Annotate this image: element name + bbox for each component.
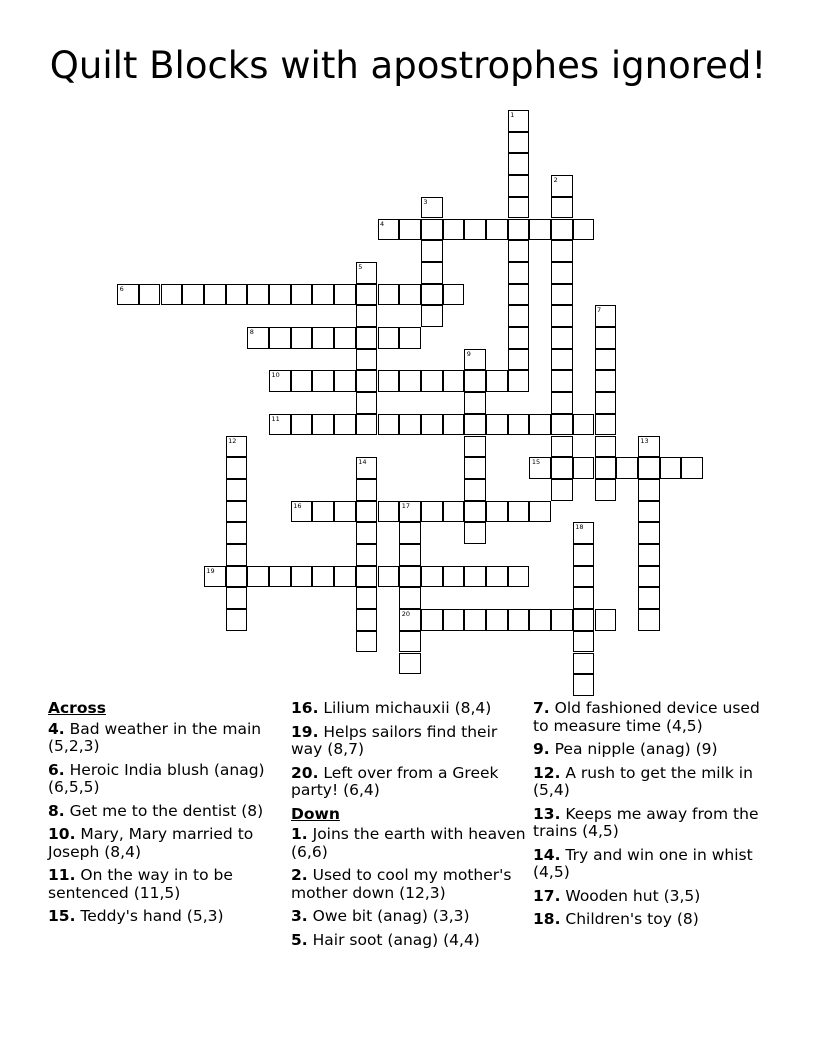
grid-cell[interactable] <box>638 609 660 631</box>
cell-number: 15 <box>531 458 541 467</box>
grid-cell[interactable] <box>551 175 573 197</box>
grid-cell[interactable] <box>291 501 313 523</box>
grid-cell[interactable] <box>421 609 443 631</box>
across-heading: Across <box>48 699 106 717</box>
grid-cell[interactable] <box>551 327 573 349</box>
grid-cell[interactable] <box>595 436 617 458</box>
grid-cell[interactable] <box>356 566 378 588</box>
grid-cell[interactable] <box>421 370 443 392</box>
grid-cell[interactable] <box>399 370 421 392</box>
clue-across-10: 10. Mary, Mary married to Joseph (8,4) <box>48 825 254 861</box>
grid-cell[interactable] <box>508 153 530 175</box>
grid-cell[interactable] <box>204 284 226 306</box>
grid-cell[interactable] <box>551 609 573 631</box>
grid-cell[interactable] <box>508 262 530 284</box>
grid-cell[interactable] <box>595 370 617 392</box>
grid-cell[interactable] <box>464 392 486 414</box>
grid-cell[interactable] <box>356 414 378 436</box>
grid-cell[interactable] <box>551 479 573 501</box>
grid-cell[interactable] <box>399 327 421 349</box>
grid-cell[interactable] <box>508 197 530 219</box>
grid-cell[interactable] <box>226 566 248 588</box>
grid-cell[interactable] <box>226 609 248 631</box>
grid-cell[interactable] <box>508 327 530 349</box>
grid-cell[interactable] <box>595 479 617 501</box>
grid-cell[interactable] <box>378 501 400 523</box>
grid-cell[interactable] <box>421 240 443 262</box>
grid-cell[interactable] <box>529 219 551 241</box>
grid-cell[interactable] <box>551 370 573 392</box>
grid-cell[interactable] <box>638 457 660 479</box>
grid-cell[interactable] <box>464 370 486 392</box>
grid-cell[interactable] <box>378 566 400 588</box>
grid-cell[interactable] <box>464 609 486 631</box>
grid-cell[interactable] <box>573 522 595 544</box>
clue-across-15: 15. Teddy's hand (5,3) <box>48 907 224 925</box>
clue-across-4: 4. Bad weather in the main (5,2,3) <box>48 719 262 755</box>
grid-cell[interactable] <box>573 544 595 566</box>
clue-across-19: 19. Helps sailors find their way (8,7) <box>291 722 498 758</box>
grid-cell[interactable] <box>508 370 530 392</box>
grid-cell[interactable] <box>551 392 573 414</box>
clue-across-8: 8. Get me to the dentist (8) <box>48 801 264 820</box>
cell-number: 1 <box>510 111 515 119</box>
grid-cell[interactable] <box>421 305 443 327</box>
grid-cell[interactable] <box>356 327 378 349</box>
grid-cell[interactable] <box>486 219 508 241</box>
grid-cell[interactable] <box>378 219 400 241</box>
grid-cell[interactable] <box>356 370 378 392</box>
grid-cell[interactable] <box>595 327 617 349</box>
grid-cell[interactable] <box>356 284 378 306</box>
grid-cell[interactable] <box>291 284 313 306</box>
grid-cell[interactable] <box>226 436 248 458</box>
clue-column-2 <box>291 700 527 955</box>
grid-cell[interactable] <box>573 219 595 241</box>
grid-cell[interactable] <box>638 522 660 544</box>
grid-cell[interactable] <box>508 132 530 154</box>
clue-column-3 <box>533 700 769 935</box>
clue-across-6: 6. Heroic India blush (anag) (6,5,5) <box>48 760 265 796</box>
grid-cell[interactable] <box>464 522 486 544</box>
grid-cell[interactable] <box>595 349 617 371</box>
grid-cell[interactable] <box>681 457 703 479</box>
grid-cell[interactable] <box>226 544 248 566</box>
grid-cell[interactable] <box>226 501 248 523</box>
grid-cell[interactable] <box>443 501 465 523</box>
cell-number: 8 <box>249 328 254 336</box>
grid-cell[interactable] <box>595 609 617 631</box>
grid-cell[interactable] <box>269 284 291 306</box>
cell-number: 9 <box>466 349 471 358</box>
grid-cell[interactable] <box>421 566 443 588</box>
grid-cell[interactable] <box>529 501 551 523</box>
grid-cell[interactable] <box>226 479 248 501</box>
grid-cell[interactable] <box>551 457 573 479</box>
grid-cell[interactable] <box>638 544 660 566</box>
grid-cell[interactable] <box>356 609 378 631</box>
grid-cell[interactable] <box>638 436 660 458</box>
grid-cell[interactable] <box>226 457 248 479</box>
grid-cell[interactable] <box>378 370 400 392</box>
cell-number: 18 <box>575 523 584 532</box>
cell-number: 14 <box>358 458 367 467</box>
grid-cell[interactable] <box>421 501 443 523</box>
grid-cell[interactable] <box>508 501 530 523</box>
grid-cell[interactable] <box>464 219 486 241</box>
grid-cell[interactable] <box>573 674 595 696</box>
grid-cell[interactable] <box>269 414 291 436</box>
grid-cell[interactable] <box>356 544 378 566</box>
grid-cell[interactable] <box>421 414 443 436</box>
grid-cell[interactable] <box>378 284 400 306</box>
clue-down-7: 7. Old fashioned device used to measure time (4,5) <box>533 699 760 735</box>
cell-number: 20 <box>401 610 410 619</box>
cell-number: 7 <box>597 306 602 315</box>
grid-cell[interactable] <box>356 262 378 284</box>
grid-cell[interactable] <box>356 349 378 371</box>
grid-cell[interactable] <box>573 631 595 653</box>
grid-cell[interactable] <box>356 587 378 609</box>
cell-number: 17 <box>401 501 410 510</box>
cell-number: 10 <box>271 371 280 380</box>
grid-cell[interactable] <box>312 414 334 436</box>
grid-cell[interactable] <box>508 349 530 371</box>
grid-cell[interactable] <box>356 501 378 523</box>
grid-cell[interactable] <box>334 566 356 588</box>
grid-cell[interactable] <box>399 631 421 653</box>
grid-cell[interactable] <box>421 219 443 241</box>
grid-cell[interactable] <box>291 370 313 392</box>
grid-cell[interactable] <box>312 501 334 523</box>
grid-cell[interactable] <box>399 653 421 675</box>
grid-cell[interactable] <box>595 305 617 327</box>
grid-cell[interactable] <box>573 457 595 479</box>
grid-cell[interactable] <box>573 587 595 609</box>
grid-cell[interactable] <box>573 414 595 436</box>
cell-number: 5 <box>358 262 363 271</box>
cell-number: 12 <box>228 436 237 445</box>
cell-number: 16 <box>293 501 302 510</box>
grid-cell[interactable] <box>551 219 573 241</box>
grid-cell[interactable] <box>508 240 530 262</box>
grid-cell[interactable] <box>464 436 486 458</box>
grid-cell[interactable] <box>247 284 269 306</box>
grid-cell[interactable] <box>486 414 508 436</box>
grid-cell[interactable] <box>226 522 248 544</box>
grid-cell[interactable] <box>508 609 530 631</box>
grid-cell[interactable] <box>551 262 573 284</box>
grid-cell[interactable] <box>638 479 660 501</box>
grid-cell[interactable] <box>182 284 204 306</box>
grid-cell[interactable] <box>443 219 465 241</box>
grid-cell[interactable] <box>356 522 378 544</box>
grid-cell[interactable] <box>529 414 551 436</box>
grid-cell[interactable] <box>399 219 421 241</box>
grid-cell[interactable] <box>291 566 313 588</box>
clue-down-18: 18. Children's toy (8) <box>533 910 699 928</box>
grid-cell[interactable] <box>378 414 400 436</box>
grid-cell[interactable] <box>291 414 313 436</box>
grid-cell[interactable] <box>486 609 508 631</box>
grid-cell[interactable] <box>399 587 421 609</box>
clue-down-1: 1. Joins the earth with heaven (6,6) <box>291 825 526 861</box>
grid-cell[interactable] <box>399 284 421 306</box>
grid-cell[interactable] <box>399 414 421 436</box>
grid-cell[interactable] <box>573 609 595 631</box>
clue-down-9: 9. Pea nipple (anag) (9) <box>533 740 718 758</box>
grid-cell[interactable] <box>443 370 465 392</box>
clue-down-5: 5. Hair soot (anag) (4,4) <box>291 930 480 949</box>
grid-cell[interactable] <box>269 370 291 392</box>
clue-across-11: 11. On the way in to be sentenced (11,5) <box>48 866 233 902</box>
grid-cell[interactable] <box>508 284 530 306</box>
grid-cell[interactable] <box>551 284 573 306</box>
grid-cell[interactable] <box>573 566 595 588</box>
grid-cell[interactable] <box>551 349 573 371</box>
grid-cell[interactable] <box>226 587 248 609</box>
grid-cell[interactable] <box>269 566 291 588</box>
grid-cell[interactable] <box>464 566 486 588</box>
grid-cell[interactable] <box>226 284 248 306</box>
grid-cell[interactable] <box>356 305 378 327</box>
clue-column-1 <box>48 700 284 932</box>
grid-cell[interactable] <box>421 284 443 306</box>
grid-cell[interactable] <box>312 566 334 588</box>
grid-cell[interactable] <box>269 327 291 349</box>
grid-cell[interactable] <box>334 414 356 436</box>
grid-cell[interactable] <box>464 479 486 501</box>
grid-cell[interactable] <box>508 219 530 241</box>
clue-across-16: 16. Lilium michauxii (8,4) <box>291 699 492 717</box>
grid-cell[interactable] <box>356 631 378 653</box>
grid-cell[interactable] <box>464 457 486 479</box>
clue-down-17: 17. Wooden hut (3,5) <box>533 886 701 905</box>
down-heading: Down <box>291 804 340 823</box>
grid-cell[interactable] <box>508 566 530 588</box>
grid-cell[interactable] <box>399 522 421 544</box>
grid-cell[interactable] <box>595 457 617 479</box>
grid-cell[interactable] <box>551 436 573 458</box>
grid-cell[interactable] <box>399 609 421 631</box>
grid-cell[interactable] <box>660 457 682 479</box>
cell-number: 4 <box>380 219 385 228</box>
clue-down-12: 12. A rush to get the milk in (5,4) <box>533 763 753 799</box>
grid-cell[interactable] <box>551 240 573 262</box>
grid-cell[interactable] <box>638 566 660 588</box>
clue-down-13: 13. Keeps me away from the trains (4,5) <box>533 804 759 840</box>
grid-cell[interactable] <box>117 284 139 306</box>
grid-cell[interactable] <box>508 175 530 197</box>
grid-cell[interactable] <box>486 370 508 392</box>
grid-cell[interactable] <box>247 327 269 349</box>
grid-cell[interactable] <box>551 305 573 327</box>
grid-cell[interactable] <box>486 566 508 588</box>
grid-cell[interactable] <box>486 501 508 523</box>
grid-cell[interactable] <box>464 414 486 436</box>
grid-cell[interactable] <box>464 349 486 371</box>
grid-cell[interactable] <box>529 457 551 479</box>
grid-cell[interactable] <box>464 501 486 523</box>
grid-cell[interactable] <box>616 457 638 479</box>
grid-cell[interactable] <box>334 370 356 392</box>
grid-cell[interactable] <box>443 566 465 588</box>
grid-cell[interactable] <box>573 653 595 675</box>
grid-cell[interactable] <box>638 587 660 609</box>
grid-cell[interactable] <box>334 327 356 349</box>
grid-cell[interactable] <box>421 197 443 219</box>
grid-cell[interactable] <box>595 414 617 436</box>
grid-cell[interactable] <box>161 284 183 306</box>
grid-cell[interactable] <box>443 284 465 306</box>
grid-cell[interactable] <box>508 305 530 327</box>
puzzle-title: Quilt Blocks with apostrophes ignored! <box>49 44 767 87</box>
grid-cell[interactable] <box>204 566 226 588</box>
clue-down-14: 14. Try and win one in whist (4,5) <box>533 845 753 881</box>
cell-number: 11 <box>271 414 280 423</box>
grid-cell[interactable] <box>399 566 421 588</box>
grid-cell[interactable] <box>312 327 334 349</box>
grid-cell[interactable] <box>291 327 313 349</box>
cell-number: 3 <box>423 197 428 206</box>
grid-cell[interactable] <box>529 609 551 631</box>
cell-number: 2 <box>553 176 558 185</box>
grid-cell[interactable] <box>638 501 660 523</box>
grid-cell[interactable] <box>334 501 356 523</box>
grid-cell[interactable] <box>551 414 573 436</box>
grid-cell[interactable] <box>356 392 378 414</box>
clue-down-3: 3. Owe bit (anag) (3,3) <box>291 907 470 925</box>
grid-cell[interactable] <box>312 284 334 306</box>
clue-down-2: 2. Used to cool my mother's mother down (12,3) <box>291 866 512 902</box>
grid-cell[interactable] <box>378 327 400 349</box>
grid-cell[interactable] <box>421 262 443 284</box>
grid-cell[interactable] <box>399 501 421 523</box>
grid-cell[interactable] <box>508 110 530 132</box>
cell-number: 6 <box>119 284 124 293</box>
cell-number: 19 <box>206 566 215 575</box>
grid-cell[interactable] <box>443 414 465 436</box>
grid-cell[interactable] <box>595 392 617 414</box>
grid-cell[interactable] <box>247 566 269 588</box>
grid-cell[interactable] <box>312 370 334 392</box>
grid-cell[interactable] <box>139 284 161 306</box>
grid-cell[interactable] <box>443 609 465 631</box>
grid-cell[interactable] <box>356 479 378 501</box>
grid-cell[interactable] <box>334 284 356 306</box>
grid-cell[interactable] <box>356 457 378 479</box>
clue-across-20: 20. Left over from a Greek party! (6,4) <box>291 763 499 799</box>
grid-cell[interactable] <box>399 544 421 566</box>
grid-cell[interactable] <box>508 414 530 436</box>
grid-cell[interactable] <box>551 197 573 219</box>
cell-number: 13 <box>640 436 649 445</box>
